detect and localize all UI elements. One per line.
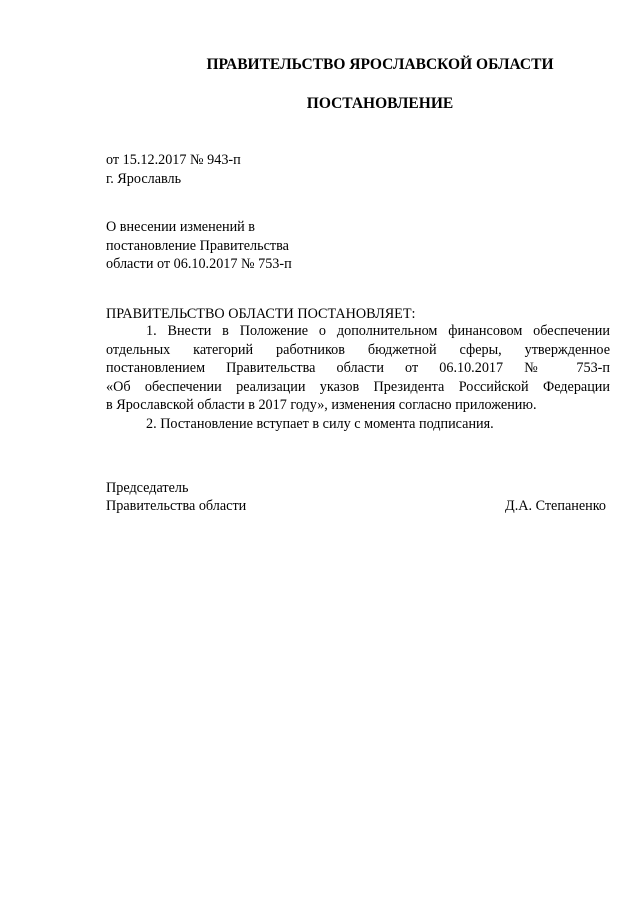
- resolution-item-1: [106, 322, 610, 415]
- subject-line: постановление Правительства: [106, 237, 289, 254]
- resolution-item-1-line: «Об обеспечении реализации указов Президента Российской Федерации: [106, 378, 610, 395]
- subject-line: О внесении изменений в: [106, 219, 256, 235]
- document-type: ПОСТАНОВЛЕНИЕ: [306, 95, 454, 112]
- signer-name: Д.А. Степаненко: [505, 498, 606, 514]
- resolution-item-1-line: 1. Внести в Положение о дополнительном финансовом обеспечении: [146, 323, 610, 339]
- resolution-item-1-line: в Ярославской области в 2017 году», изменения согласно приложению.: [106, 397, 537, 413]
- resolves-heading: ПРАВИТЕЛЬСТВО ОБЛАСТИ ПОСТАНОВЛЯЕТ:: [106, 306, 416, 322]
- resolution-item-2: 2. Постановление вступает в силу с момента подписания.: [146, 415, 494, 432]
- document-date-number: от 15.12.2017 № 943-п: [106, 152, 241, 168]
- resolution-item-1-line: отдельных категорий работников бюджетной сферы, утвержденное: [106, 341, 610, 358]
- signer-position-line2: Правительства области: [106, 498, 247, 514]
- government-title: ПРАВИТЕЛЬСТВО ЯРОСЛАВСКОЙ ОБЛАСТИ: [206, 56, 554, 73]
- resolution-item-1-line: постановлением Правительства области от 06.10.2017 № 753-п: [106, 360, 610, 376]
- signer-position-line1: Председатель: [106, 479, 189, 496]
- subject-line: области от 06.10.2017 № 753-п: [106, 256, 292, 272]
- document-city: г. Ярославль: [106, 170, 182, 187]
